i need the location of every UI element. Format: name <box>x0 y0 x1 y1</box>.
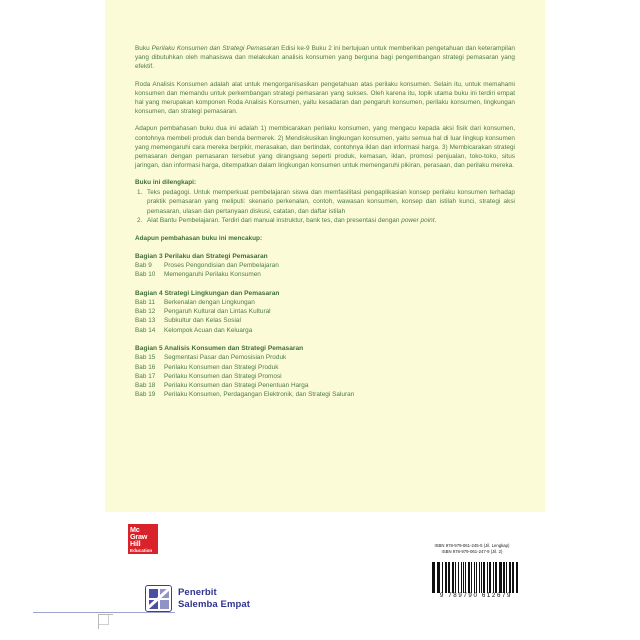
toc-chapter-row <box>135 298 515 307</box>
chapter-number: Bab 11 <box>135 299 155 307</box>
chapter-number: Bab 15 <box>135 354 156 362</box>
chapter-title: Segmentasi Pasar dan Pemosisian Produk <box>164 354 287 362</box>
chapter-title: Memengaruhi Perilaku Konsumen <box>164 271 261 279</box>
toc-section-1 <box>135 252 515 280</box>
features-list <box>135 188 515 224</box>
toc-heading: Adapun pembahasan buku ini mencakup: <box>135 234 263 242</box>
chapter-number: Bab 18 <box>135 381 156 389</box>
toc-chapter-row <box>135 363 515 372</box>
feature-number-2: 2. <box>137 216 143 224</box>
toc-section-3-title: Bagian 5 Analisis Konsumen dan Strategi Pemasaran <box>135 344 304 352</box>
isbn-barcode <box>432 562 518 593</box>
chapter-title: Perilaku Konsumen dan Strategi Penentuan Harga <box>164 381 309 389</box>
feature-text-2-post: . <box>434 216 437 224</box>
chapter-number: Bab 13 <box>135 317 156 325</box>
feature-item-1 <box>135 188 515 215</box>
isbn-text-block <box>412 543 532 555</box>
chapter-title: Perilaku Konsumen dan Strategi Produk <box>164 363 279 371</box>
mcgraw-line-2: Graw <box>130 532 148 542</box>
publisher-line-2: Salemba Empat <box>178 598 251 610</box>
feature-text-2-italic: power point <box>401 216 435 224</box>
chapter-title: Berkenalan dengan Lingkungan <box>164 299 255 307</box>
publisher-line-1: Penerbit <box>178 587 217 599</box>
publisher-name <box>178 587 250 610</box>
chapter-number: Bab 19 <box>135 391 156 399</box>
crop-mark-corner-inner <box>99 615 109 625</box>
paragraph-3: Adapun pembahasan buku dua ini adalah 1) membicarakan perilaku konsumen, yang mengacu kepada aksi fisik dari konsumen, contohnya membeli produk dan benda bermerek. 2) Mendiskusikan lingkungan konsumen, yaitu semua hal di luar lingkup konsumen yang memengaruhi cara mereka berpikir, merasakan, dan bertindak, contohnya iklan dan informasi harga. 3) Membicarakan strategi pemasaran dengan pemasaran tersebut yang dirangsang seperti produk, kemasan, iklan, promosi penjualan, toko-toko, situs jaringan, dan informasi harga, ditempatkan dalam lingkungan konsumen untuk memengaruhi pikiran, perasaan, dan perilaku mereka. <box>135 125 515 169</box>
chapter-title: Subkultur dan Kelas Sosial <box>164 317 241 325</box>
mcgraw-line-4: Education <box>130 548 153 554</box>
toc-chapter-row <box>135 372 515 381</box>
chapter-title: Proses Pengondisian dan Pembelajaran <box>164 262 279 270</box>
publisher-underline <box>33 612 175 613</box>
toc-section-2 <box>135 289 515 335</box>
toc-chapter-row <box>135 326 515 335</box>
toc-chapter-row <box>135 390 515 399</box>
toc-chapter-row <box>135 307 515 316</box>
chapter-title: Perilaku Konsumen, Perdagangan Elektronik, dan Strategi Saluran <box>164 391 355 399</box>
toc-section-1-title: Bagian 3 Perilaku dan Strategi Pemasaran <box>135 252 268 260</box>
penerbit-salemba-empat-logo <box>145 585 250 612</box>
mcgraw-line-3: Hill <box>130 539 141 549</box>
feature-text-1: Teks pedagogi. Untuk memperkuat pembelajaran siswa dan memfasilitasi pengaplikasian konsep perilaku konsumen terhadap praktik pemasaran yang meliputi: skenario perkenalan, contoh, wawasan konsumen, konsep dan istilah kunci, strategi aksi pemasaran, ulasan dan pertanyaan diskusi, catatan, dan daftar istilah <box>147 189 515 215</box>
chapter-number: Bab 16 <box>135 363 156 371</box>
toc-chapter-row <box>135 270 515 279</box>
chapter-number: Bab 12 <box>135 308 156 316</box>
toc-chapter-row <box>135 353 515 362</box>
features-heading: Buku ini dilengkapi: <box>135 179 197 187</box>
chapter-number: Bab 17 <box>135 372 156 380</box>
feature-text-2-pre: Alat Bantu Pembelajaran. Terdiri dari manual instruktur, bank tes, dan presentasi dengan <box>147 216 402 224</box>
toc-chapter-row <box>135 316 515 325</box>
barcode-digits: 9 789790 612679 <box>439 592 513 599</box>
mcgraw-line-1: Mc <box>130 525 140 534</box>
toc-section-3 <box>135 344 515 399</box>
chapter-number: Bab 14 <box>135 326 156 334</box>
paragraph-1-post: Edisi ke-9 Buku 2 ini bertujuan untuk memberikan pengetahuan dan keterampilan yang dibutuhkan oleh mahasiswa dan melakukan analisis konsumen yang berguna bagi pengembangan strategi pemasaran yang efektif. <box>135 45 515 71</box>
paragraph-1-pre: Buku <box>135 45 152 52</box>
mcgraw-hill-education-logo <box>128 524 158 554</box>
footer-band <box>0 512 640 640</box>
isbn-line-2: ISBN 978-979-061-247-9 (Jil. 2) <box>441 549 503 555</box>
toc-section-2-title: Bagian 4 Strategi Lingkungan dan Pemasaran <box>135 289 280 297</box>
chapter-title: Pengaruh Kultural dan Lintas Kultural <box>164 308 271 316</box>
salemba-mark-icon <box>145 585 172 612</box>
paragraph-1 <box>135 44 515 71</box>
description-block <box>135 44 515 399</box>
chapter-title: Perilaku Konsumen dan Strategi Promosi <box>164 372 282 380</box>
feature-item-2 <box>135 216 515 225</box>
chapter-title: Kelompok Acuan dan Keluarga <box>164 326 253 334</box>
toc-chapter-row <box>135 261 515 270</box>
isbn-line-1: ISBN 978-979-061-245-5 (Jil. Lengkap) <box>434 543 510 548</box>
chapter-number: Bab 9 <box>135 262 152 270</box>
book-title-italic: Perilaku Konsumen dan Strategi Pemasaran <box>151 45 280 52</box>
cover-panel <box>105 0 545 512</box>
paragraph-2: Roda Analisis Konsumen adalah alat untuk mengorganisasikan pengetahuan atas perilaku konsumen. Selain itu, untuk memahami konsumen dan memandu untuk perkembangan strategi pemasaran yang sukses. Oleh karena itu, topik utama buku ini terdiri empat hal yang merupakan komponen Roda Analisis Konsumen, yaitu kesadaran dan pengaruh konsumen, perilaku konsumen, lingkungan konsumen, dan strategi pemasaran. <box>135 80 515 115</box>
chapter-number: Bab 10 <box>135 271 156 279</box>
toc-chapter-row <box>135 381 515 390</box>
feature-number-1: 1. <box>137 189 143 197</box>
